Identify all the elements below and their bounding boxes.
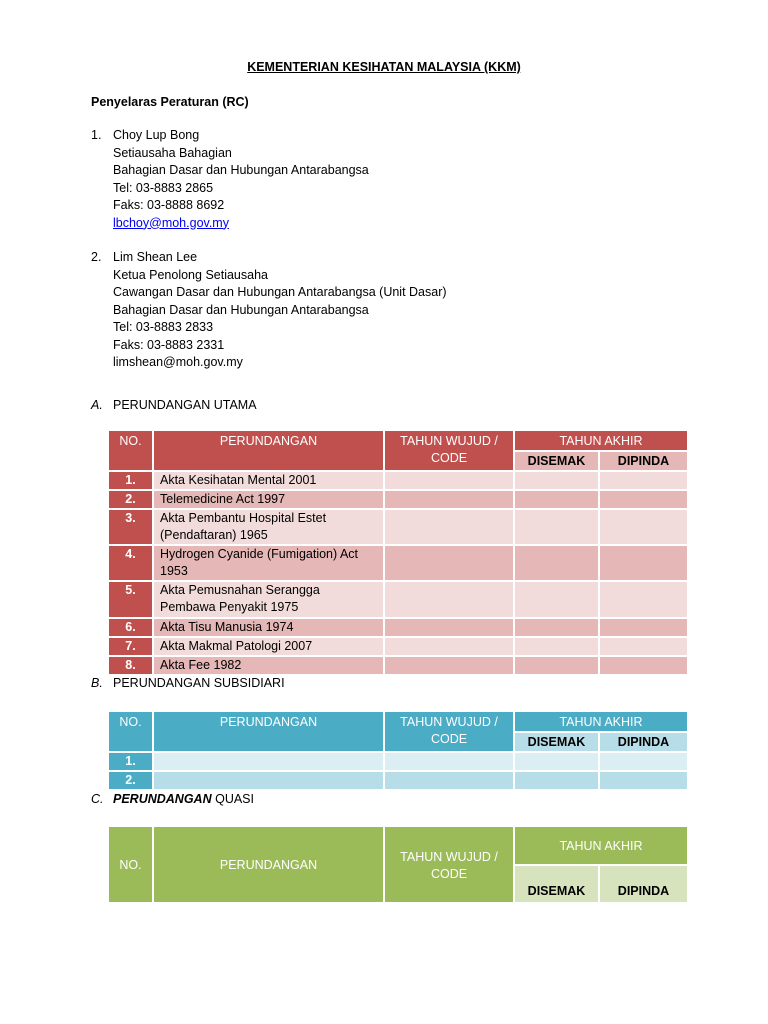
rc-heading: Penyelaras Peraturan (RC) xyxy=(91,95,249,109)
contact-name: Choy Lup Bong xyxy=(113,128,200,142)
contact-number: 1. xyxy=(91,128,102,142)
contact-department: Bahagian Dasar dan Hubungan Antarabangsa xyxy=(113,302,369,317)
table-row: 5. Akta Pemusnahan Serangga Pembawa Penyakit 1975 xyxy=(108,581,688,618)
table-perundangan-utama xyxy=(107,429,689,676)
header-tahun-wujud: TAHUN WUJUD / CODE xyxy=(384,826,514,903)
header-dipinda: DIPINDA xyxy=(599,451,688,471)
header-tahun-akhir: TAHUN AKHIR xyxy=(514,826,688,865)
contact-number: 2. xyxy=(91,250,102,264)
table-row: 2. Telemedicine Act 1997 xyxy=(108,490,688,509)
table-row: 8. Akta Fee 1982 xyxy=(108,656,688,675)
contact-position: Ketua Penolong Setiausaha xyxy=(113,267,268,282)
contact-branch: Cawangan Dasar dan Hubungan Antarabangsa (Unit Dasar) xyxy=(113,285,447,299)
table-row: 3. Akta Pembantu Hospital Estet (Pendaftaran) 1965 xyxy=(108,509,688,545)
table-row: 1. xyxy=(108,752,688,771)
header-perundangan: PERUNDANGAN xyxy=(153,826,384,903)
contact-email: limshean@moh.gov.my xyxy=(113,355,243,369)
table-row: 1. Akta Kesihatan Mental 2001 xyxy=(108,471,688,490)
contact-tel: Tel: 03-8883 2865 xyxy=(113,180,214,195)
table-row: 6. Akta Tisu Manusia 1974 xyxy=(108,618,688,637)
header-no: NO. xyxy=(108,826,153,903)
header-no: NO. xyxy=(108,430,153,471)
document-page: KEMENTERIAN KESIHATAN MALAYSIA (KKM) Penyelaras Peraturan (RC) 1. Choy Lup Bong Setiausaha Bahagian Bahagian Dasar dan Hubungan Antarabangsa Tel: 03-8883 2865 Faks: 03-8888 8692 lbchoy@moh.gov.my 2. Lim Shean Lee Ketua Penolong Setiausaha Cawangan Dasar dan Hubungan Antarabangsa (Unit Dasar) Bahagian Dasar dan Hubungan Antarabangsa Tel: 03-8883 2833 Faks: 03-8883 2331 limshean@moh.gov.my A. PERUNDANGAN UTAMA NO. PERUNDANGAN TAHUN WUJUD / CODE TAHUN AKHIR DISEMAK DIPINDA 1. Akta Kesihatan Mental 2001 2. Telemedicine Act 1997 3. Akta Pembantu Hospital Estet (Pendaftaran) 1965 4. Hydrogen Cyanide (Fumigation) Act 1953 5. Akta Pemusnahan Serangga Pembawa Penyakit 1975 6. Akta Tisu Manusia 1974 7. Akta Makmal Patologi 2007 8. Akta Fee 1982 B. PERUNDANGAN SUBSIDIARI NO. PERUNDANGAN TAHUN WUJUD / CODE TAHUN AKHIR DISEMAK DIPINDA 1. 2. C. PERUNDANGAN QUASI NO. PERUNDANGAN TAHUN WUJUD / CODE TAHUN AKHIR DISEMAK DIPINDA xyxy=(0,0,768,1024)
header-tahun-akhir: TAHUN AKHIR xyxy=(514,711,688,732)
header-disemak: DISEMAK xyxy=(514,451,599,471)
contact-email-link[interactable]: lbchoy@moh.gov.my xyxy=(113,215,229,230)
table-perundangan-subsidiari xyxy=(107,710,689,791)
table-row: 2. xyxy=(108,771,688,790)
header-tahun-wujud: TAHUN WUJUD / CODE xyxy=(384,711,514,752)
header-dipinda: DIPINDA xyxy=(599,865,688,903)
header-tahun-wujud: TAHUN WUJUD / CODE xyxy=(384,430,514,471)
header-disemak: DISEMAK xyxy=(514,865,599,903)
contact-fax: Faks: 03-8883 2331 xyxy=(113,337,225,352)
contact-position: Setiausaha Bahagian xyxy=(113,145,232,160)
header-no: NO. xyxy=(108,711,153,752)
header-dipinda: DIPINDA xyxy=(599,732,688,752)
table-row: 7. Akta Makmal Patologi 2007 xyxy=(108,637,688,656)
header-perundangan: PERUNDANGAN xyxy=(153,711,384,752)
page-title: KEMENTERIAN KESIHATAN MALAYSIA (KKM) xyxy=(247,60,521,74)
header-disemak: DISEMAK xyxy=(514,732,599,752)
header-tahun-akhir: TAHUN AKHIR xyxy=(514,430,688,451)
contact-fax: Faks: 03-8888 8692 xyxy=(113,198,225,212)
header-perundangan: PERUNDANGAN xyxy=(153,430,384,471)
table-perundangan-quasi xyxy=(107,825,689,904)
contact-tel: Tel: 03-8883 2833 xyxy=(113,320,214,334)
contact-department: Bahagian Dasar dan Hubungan Antarabangsa xyxy=(113,163,369,177)
contact-name: Lim Shean Lee xyxy=(113,250,198,264)
table-row: 4. Hydrogen Cyanide (Fumigation) Act 1953 xyxy=(108,545,688,581)
